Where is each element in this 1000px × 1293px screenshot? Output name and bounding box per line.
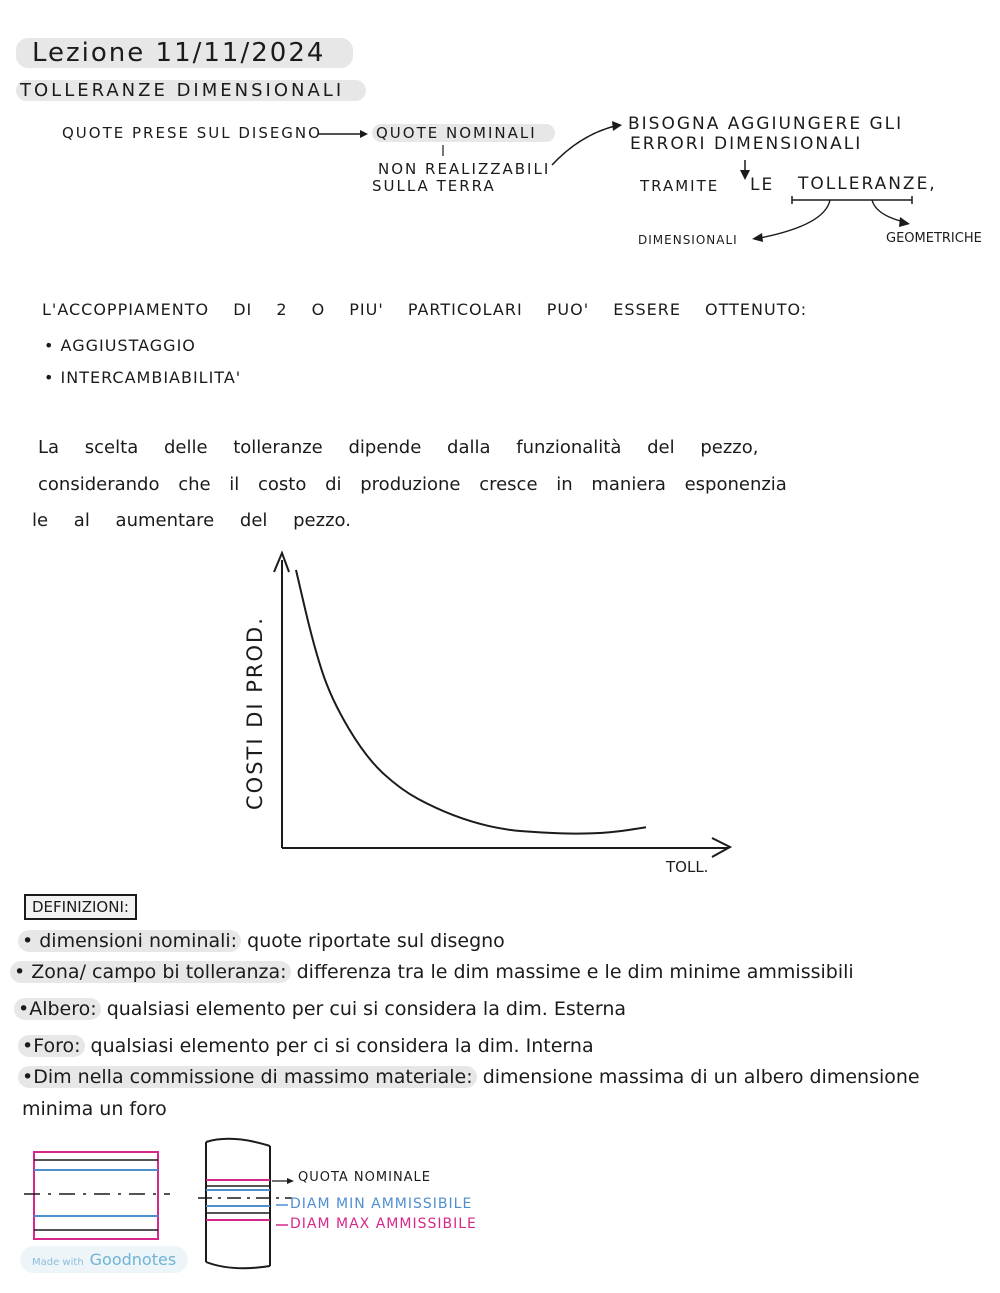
made-with-text: Made with (32, 1257, 84, 1268)
tolleranze-text: TOLLERANZE, (798, 174, 937, 194)
definition-3 (14, 998, 626, 1020)
geometriche-text: GEOMETRICHE (886, 231, 982, 246)
non-realizzabili-text: NON REALIZZABILI (378, 160, 551, 178)
sulla-terra-text: SULLA TERRA (372, 177, 496, 195)
x-axis-label: TOLL. (666, 858, 709, 876)
label-diam-max: DIAM MAX AMMISSIBILE (290, 1216, 477, 1232)
y-axis-label: COSTI DI PROD. (243, 616, 267, 810)
arrowhead-quote (360, 130, 368, 138)
arrow-geometriche (872, 200, 904, 222)
definition-5-text: dimensione massima di un albero dimensione (476, 1066, 920, 1088)
definition-3-term: •Albero: (14, 998, 101, 1020)
arrow-bisogna (552, 126, 615, 165)
definition-1-text: quote riportate sul disegno (241, 930, 505, 952)
goodnotes-badge[interactable] (20, 1246, 188, 1273)
bisogna-text: BISOGNA AGGIUNGERE GLI (628, 114, 904, 134)
definition-4-term: •Foro: (18, 1035, 85, 1057)
definition-4-text: qualsiasi elemento per ci si considera la dim. Interna (84, 1035, 594, 1057)
definition-2-term: • Zona/ campo bi tolleranza: (10, 961, 291, 983)
definition-3-text: qualsiasi elemento per cui si considera la dim. Esterna (100, 998, 627, 1020)
definition-2-text: differenza tra le dim massime e le dim minime ammissibili (290, 961, 854, 983)
arrowhead-quota (287, 1178, 294, 1184)
definition-1-term: • dimensioni nominali: (18, 930, 241, 952)
errori-text: ERRORI DIMENSIONALI (630, 134, 863, 154)
definition-4 (18, 1035, 594, 1057)
label-quota-nominale: QUOTA NOMINALE (298, 1170, 432, 1185)
arrowhead-dimensionali (752, 233, 763, 242)
brace-tolleranze (792, 196, 912, 204)
arrowhead-bisogna (612, 121, 622, 131)
scelta-line-3: le al aumentare del pezzo. (32, 510, 351, 531)
label-diam-min: DIAM MIN AMMISSIBILE (290, 1196, 473, 1212)
quote-prese-text: QUOTE PRESE SUL DISEGNO (62, 124, 322, 142)
definition-5 (18, 1066, 920, 1088)
definition-2 (10, 961, 854, 983)
arrowhead-le (740, 170, 750, 180)
definition-5-term: •Dim nella commissione di massimo materiale: (18, 1066, 477, 1088)
goodnotes-brand: Goodnotes (89, 1250, 177, 1269)
cost-chart (243, 553, 730, 876)
dimensionali-text: DIMENSIONALI (638, 233, 738, 247)
shaft-diagram (24, 1152, 170, 1239)
series-line-cost (296, 570, 646, 834)
page-title: Lezione 11/11/2024 (16, 38, 353, 68)
accoppiamento-intro: L'ACCOPPIAMENTO DI 2 O PIU' PARTICOLARI PUO' ESSERE OTTENUTO: (42, 300, 808, 319)
tramite-text: TRAMITE (640, 177, 720, 195)
hole-outline (206, 1139, 270, 1268)
arrowhead-geometriche (899, 217, 910, 227)
accoppiamento-item-2: • INTERCAMBIABILITA' (44, 368, 242, 387)
quote-nominali-text: QUOTE NOMINALI (372, 124, 555, 142)
definition-5-continuation: minima un foro (22, 1098, 167, 1120)
hole-diagram (198, 1139, 294, 1268)
page-subtitle: TOLLERANZE DIMENSIONALI (16, 80, 366, 101)
accoppiamento-item-1: • AGGIUSTAGGIO (44, 336, 196, 355)
arrow-dimensionali (760, 200, 830, 238)
shaft-outer-rect (34, 1152, 158, 1239)
definition-1 (18, 930, 505, 952)
scelta-line-2: considerando che il costo di produzione cresce in maniera esponenzia (38, 474, 787, 495)
scelta-line-1: La scelta delle tolleranze dipende dalla funzionalità del pezzo, (38, 437, 759, 458)
le-text: LE (750, 175, 775, 195)
definizioni-heading: DEFINIZIONI: (24, 894, 137, 920)
